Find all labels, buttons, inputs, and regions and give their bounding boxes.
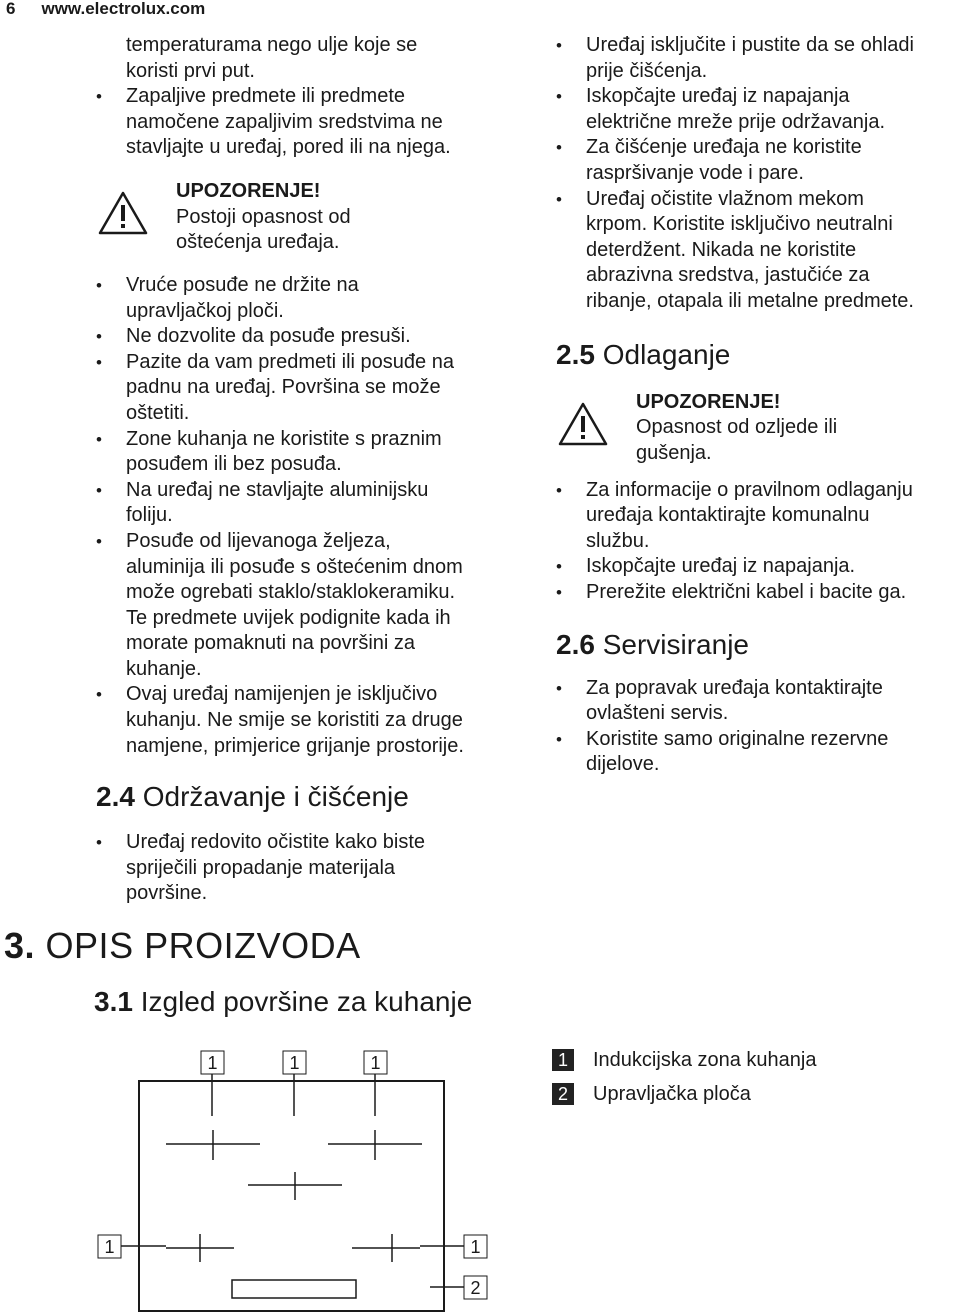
svg-text:2: 2 <box>470 1278 481 1298</box>
list-item: • Za popravak uređaja kontaktirajte ovlašteni servis. <box>556 676 956 727</box>
disposal-list <box>556 478 956 606</box>
list-item: • Ovaj uređaj namijenjen je isključivo kuhanju. Ne smije se koristiti za druge namjene, primjerice grijanje prostorije. <box>96 682 536 759</box>
svg-text:1: 1 <box>289 1053 300 1073</box>
list-item: • Zone kuhanja ne koristite s praznim posuđem ili bez posuđa. <box>96 427 536 478</box>
svg-text:1: 1 <box>470 1237 481 1257</box>
legend-text: Indukcijska zona kuhanja <box>593 1048 817 1071</box>
list-item: • Na uređaj ne stavljajte aluminijsku foliju. <box>96 478 536 529</box>
label-badge <box>201 1051 224 1074</box>
cleaning-list <box>556 33 956 315</box>
legend-text: Upravljačka ploča <box>593 1082 751 1105</box>
section-heading-2-6: 2.6 Servisiranje <box>556 628 749 660</box>
list-item: • Iskopčajte uređaj iz napajanja. <box>556 554 956 580</box>
list-item: • Posuđe od lijevanoga željeza, aluminija ili posuđe s oštećenim dnom može ogrebati staklo/staklokeramiku. Te predmete uvijek podignite kada ih morate pomaknuti na površini za kuhanje. <box>96 529 536 683</box>
legend-badge: 2 <box>552 1083 574 1105</box>
list-item: • Vruće posuđe ne držite na upravljačkoj ploči. <box>96 273 536 324</box>
svg-text:1: 1 <box>207 1053 218 1073</box>
section-heading-2-4: 2.4 Održavanje i čišćenje <box>96 781 409 813</box>
list-item: • Ne dozvolite da posuđe presuši. <box>96 324 536 350</box>
list-item: • Uređaj isključite i pustite da se ohladi prije čišćenja. <box>556 33 956 84</box>
cooking-zone-center <box>248 1172 342 1200</box>
page-number: 6 <box>6 0 16 18</box>
page-header <box>6 0 205 18</box>
list-item: • Za čišćenje uređaja ne koristite raspršivanje vode i pare. <box>556 135 956 186</box>
label-badge <box>283 1051 306 1074</box>
warning-box-damage: UPOZORENJE! Postoji opasnost od oštećenja uređaja. <box>96 179 536 275</box>
legend-item <box>552 1077 816 1111</box>
control-panel <box>232 1280 356 1298</box>
warning-title: UPOZORENJE! <box>176 179 321 202</box>
warning-box-injury: UPOZORENJE! Opasnost od ozljede ili gušenja. <box>556 390 956 486</box>
list-item: • Pazite da vam predmeti ili posuđe na padnu na uređaj. Površina se može oštetiti. <box>96 350 536 427</box>
safety-list-b <box>96 273 536 759</box>
cooking-zone-left <box>166 1130 260 1160</box>
legend-item <box>552 1043 816 1077</box>
intro-text: temperaturama nego ulje koje se koristi prvi put. <box>126 34 418 82</box>
site-url: www.electrolux.com <box>41 0 206 18</box>
list-item: • Uređaj redovito očistite kako biste spriječili propadanje materijala površine. <box>96 830 536 907</box>
list-item: • Uređaj očistite vlažnom mekom krpom. Koristite isključivo neutralni deterdžent. Nikada ne koristite abrazivna sredstva, jastučiće za ribanje, otapala ili metalne predmete. <box>556 187 956 315</box>
label-badge <box>464 1235 487 1258</box>
label-badge <box>464 1276 487 1299</box>
svg-text:1: 1 <box>370 1053 381 1073</box>
list-item: • Prerežite električni kabel i bacite ga. <box>556 580 956 606</box>
hob-outline <box>139 1081 444 1311</box>
left-column <box>96 33 536 907</box>
list-item: • Za informacije o pravilnom odlaganju uređaja kontaktirajte komunalnu službu. <box>556 478 956 555</box>
cooking-zone-front-right <box>352 1234 420 1262</box>
service-list <box>556 676 956 778</box>
right-column <box>556 33 956 778</box>
warning-title: UPOZORENJE! <box>636 390 781 413</box>
cooktop-diagram <box>0 1040 540 1316</box>
legend-badge: 1 <box>552 1049 574 1071</box>
warning-triangle-icon <box>98 191 148 235</box>
section-heading-3-1: 3.1 Izgled površine za kuhanje <box>94 986 473 1017</box>
list-item: • Iskopčajte uređaj iz napajanja električne mreže prije održavanja. <box>556 84 956 135</box>
list-item: • Zapaljive predmete ili predmete namočene zapaljivim sredstvima ne stavljajte u uređaj, pored ili na njega. <box>96 84 536 161</box>
section-heading-2-5: 2.5 Odlaganje <box>556 338 731 370</box>
maintenance-list <box>96 830 536 907</box>
leader-lines <box>121 1074 464 1287</box>
safety-list-a <box>96 84 536 161</box>
diagram-legend <box>552 1043 816 1111</box>
list-item: • Koristite samo originalne rezervne dijelove. <box>556 727 956 778</box>
cooking-zone-right <box>328 1130 422 1160</box>
svg-text:1: 1 <box>104 1237 115 1257</box>
warning-triangle-icon <box>558 402 608 446</box>
label-badge <box>98 1235 121 1258</box>
chapter-heading: 3. OPIS PROIZVODA <box>4 925 361 966</box>
label-badge <box>364 1051 387 1074</box>
cooking-zone-front-left <box>166 1234 234 1262</box>
